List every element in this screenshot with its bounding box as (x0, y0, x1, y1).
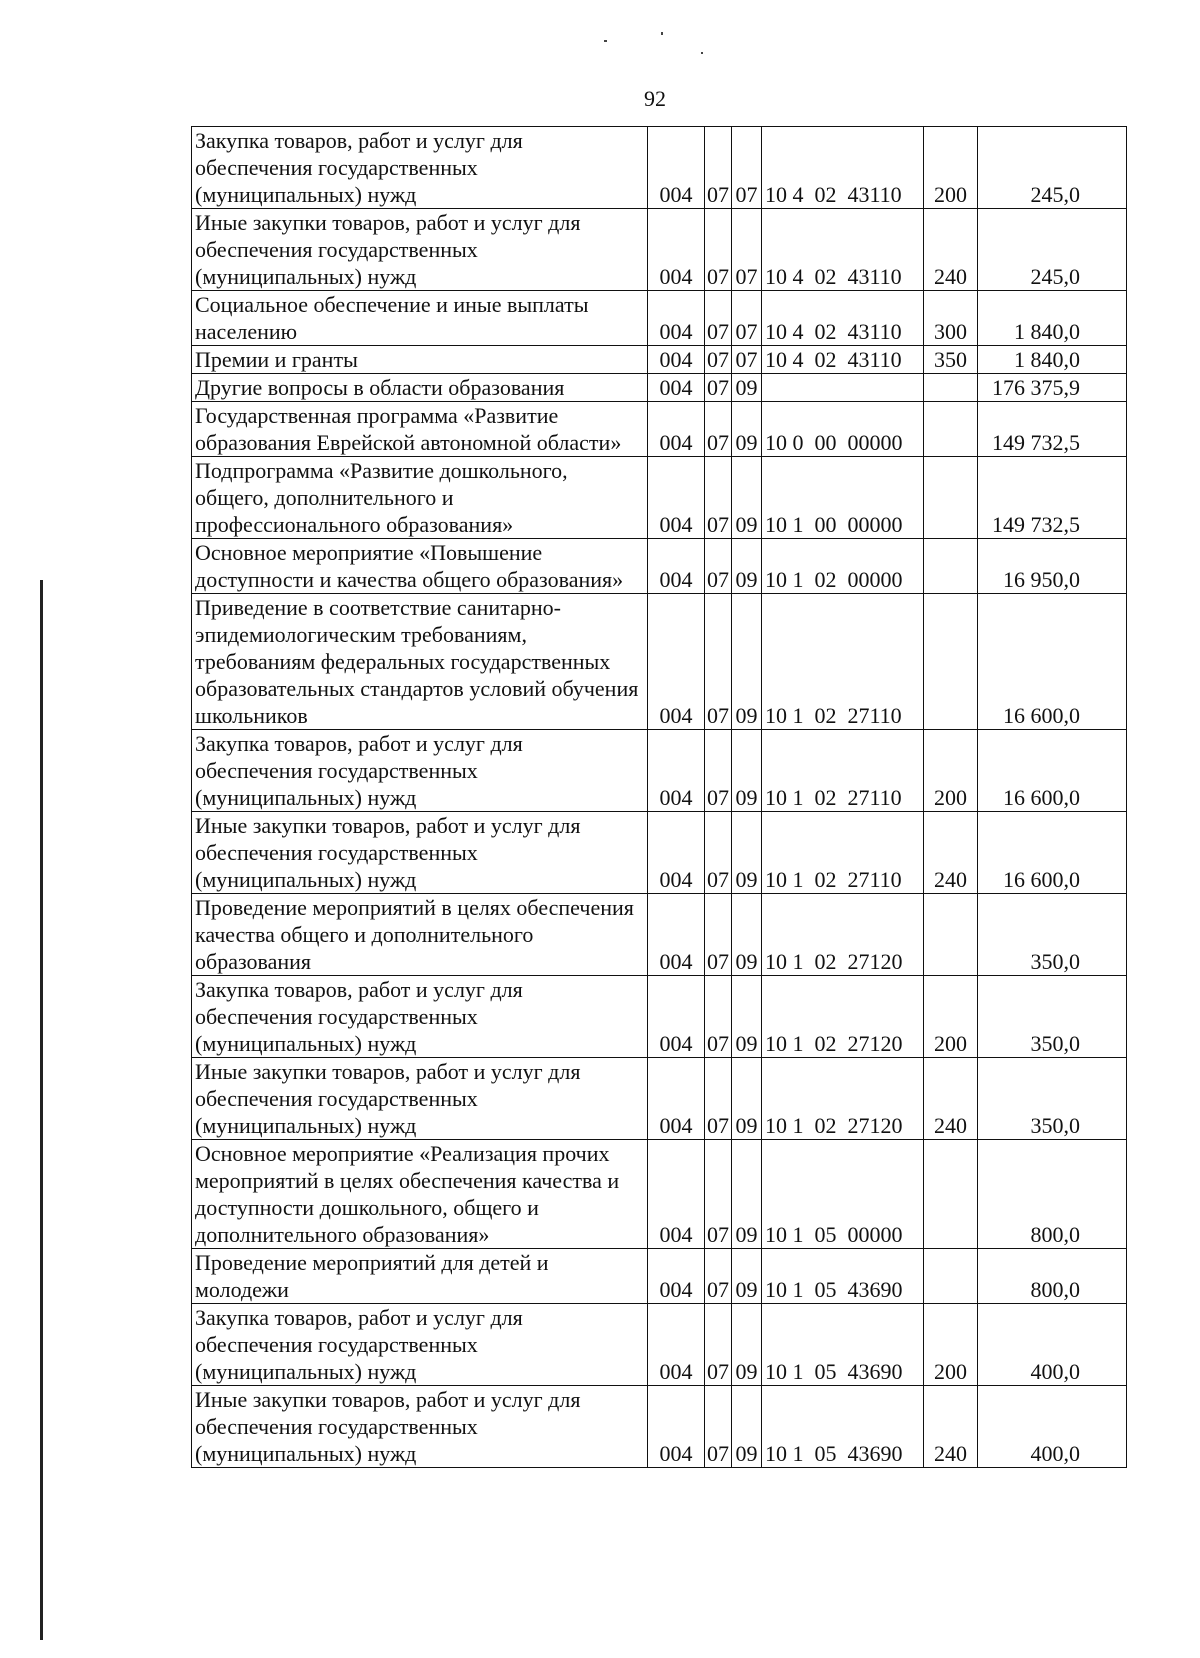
amount: 1 840,0 (978, 291, 1127, 346)
target-article (762, 374, 924, 402)
table-row (192, 1386, 1127, 1468)
target-article: 10 1 02 27120 (762, 1058, 924, 1140)
target-article: 10 1 02 27110 (762, 594, 924, 730)
target-article: 10 1 05 43690 (762, 1304, 924, 1386)
target-article: 10 1 05 00000 (762, 1140, 924, 1249)
row-name: Социальное обеспечение и иные выплаты населению (192, 291, 648, 346)
row-name: Иные закупки товаров, работ и услуг для обеспечения государственных (муниципальных) нужд (192, 1386, 648, 1468)
ministry-code: 004 (648, 730, 705, 812)
section-code: 07 (705, 1304, 732, 1386)
amount: 16 600,0 (978, 730, 1127, 812)
row-name: Проведение мероприятий для детей и молодежи (192, 1249, 648, 1304)
amount: 350,0 (978, 976, 1127, 1058)
expense-type (924, 457, 978, 539)
ministry-code: 004 (648, 894, 705, 976)
table-row (192, 812, 1127, 894)
target-article: 10 4 02 43110 (762, 291, 924, 346)
table-row (192, 1249, 1127, 1304)
ministry-code: 004 (648, 976, 705, 1058)
target-article: 10 1 00 00000 (762, 457, 924, 539)
section-code: 07 (705, 894, 732, 976)
ministry-code: 004 (648, 374, 705, 402)
amount: 16 600,0 (978, 594, 1127, 730)
section-code: 07 (705, 1386, 732, 1468)
section-code: 07 (705, 1058, 732, 1140)
amount: 400,0 (978, 1304, 1127, 1386)
amount: 1 840,0 (978, 346, 1127, 374)
target-article: 10 4 02 43110 (762, 346, 924, 374)
subsection-code: 09 (732, 457, 762, 539)
table-row (192, 976, 1127, 1058)
section-code: 07 (705, 291, 732, 346)
table-row (192, 1058, 1127, 1140)
table-row (192, 346, 1127, 374)
expense-type: 200 (924, 730, 978, 812)
amount: 350,0 (978, 894, 1127, 976)
amount: 16 950,0 (978, 539, 1127, 594)
row-name: Иные закупки товаров, работ и услуг для обеспечения государственных (муниципальных) нужд (192, 1058, 648, 1140)
scan-speck (604, 40, 607, 42)
expense-type: 350 (924, 346, 978, 374)
amount: 800,0 (978, 1249, 1127, 1304)
row-name: Проведение мероприятий в целях обеспечения качества общего и дополнительного образования (192, 894, 648, 976)
ministry-code: 004 (648, 1386, 705, 1468)
subsection-code: 09 (732, 539, 762, 594)
table-row (192, 402, 1127, 457)
subsection-code: 09 (732, 594, 762, 730)
ministry-code: 004 (648, 1249, 705, 1304)
scan-edge-line (40, 580, 43, 1640)
section-code: 07 (705, 127, 732, 209)
row-name: Основное мероприятие «Повышение доступности и качества общего образования» (192, 539, 648, 594)
subsection-code: 07 (732, 209, 762, 291)
target-article: 10 1 02 27110 (762, 812, 924, 894)
target-article: 10 4 02 43110 (762, 209, 924, 291)
subsection-code: 09 (732, 374, 762, 402)
subsection-code: 09 (732, 1386, 762, 1468)
expense-type (924, 894, 978, 976)
ministry-code: 004 (648, 812, 705, 894)
target-article: 10 1 02 00000 (762, 539, 924, 594)
section-code: 07 (705, 976, 732, 1058)
target-article: 10 1 02 27120 (762, 976, 924, 1058)
amount: 400,0 (978, 1386, 1127, 1468)
expense-type (924, 539, 978, 594)
section-code: 07 (705, 374, 732, 402)
section-code: 07 (705, 402, 732, 457)
amount: 149 732,5 (978, 457, 1127, 539)
table-row (192, 374, 1127, 402)
ministry-code: 004 (648, 402, 705, 457)
subsection-code: 07 (732, 127, 762, 209)
target-article: 10 1 02 27120 (762, 894, 924, 976)
row-name: Иные закупки товаров, работ и услуг для обеспечения государственных (муниципальных) нужд (192, 209, 648, 291)
target-article: 10 1 05 43690 (762, 1249, 924, 1304)
expense-type: 240 (924, 209, 978, 291)
ministry-code: 004 (648, 291, 705, 346)
page-number: 92 (644, 86, 666, 111)
ministry-code: 004 (648, 209, 705, 291)
expense-type: 200 (924, 1304, 978, 1386)
subsection-code: 07 (732, 291, 762, 346)
budget-table (191, 126, 1127, 1468)
row-name: Основное мероприятие «Реализация прочих мероприятий в целях обеспечения качества и доступности дошкольного, общего и дополнительного образования» (192, 1140, 648, 1249)
table-row (192, 291, 1127, 346)
expense-type (924, 374, 978, 402)
amount: 16 600,0 (978, 812, 1127, 894)
expense-type (924, 594, 978, 730)
expense-type: 300 (924, 291, 978, 346)
expense-type (924, 402, 978, 457)
table-row (192, 894, 1127, 976)
row-name: Закупка товаров, работ и услуг для обеспечения государственных (муниципальных) нужд (192, 127, 648, 209)
expense-type (924, 1140, 978, 1249)
section-code: 07 (705, 812, 732, 894)
amount: 176 375,9 (978, 374, 1127, 402)
table-row (192, 127, 1127, 209)
subsection-code: 09 (732, 812, 762, 894)
table-row (192, 1140, 1127, 1249)
row-name: Иные закупки товаров, работ и услуг для обеспечения государственных (муниципальных) нужд (192, 812, 648, 894)
row-name: Приведение в соответствие санитарно-эпидемиологическим требованиям, требованиям федеральных государственных образовательных стандартов условий обучения школьников (192, 594, 648, 730)
ministry-code: 004 (648, 457, 705, 539)
section-code: 07 (705, 594, 732, 730)
row-name: Закупка товаров, работ и услуг для обеспечения государственных (муниципальных) нужд (192, 1304, 648, 1386)
ministry-code: 004 (648, 127, 705, 209)
table-row (192, 1304, 1127, 1386)
target-article: 10 1 02 27110 (762, 730, 924, 812)
table-row (192, 209, 1127, 291)
ministry-code: 004 (648, 594, 705, 730)
ministry-code: 004 (648, 346, 705, 374)
ministry-code: 004 (648, 1304, 705, 1386)
row-name: Государственная программа «Развитие образования Еврейской автономной области» (192, 402, 648, 457)
section-code: 07 (705, 539, 732, 594)
table-row (192, 539, 1127, 594)
subsection-code: 09 (732, 1249, 762, 1304)
target-article: 10 1 05 43690 (762, 1386, 924, 1468)
row-name: Закупка товаров, работ и услуг для обеспечения государственных (муниципальных) нужд (192, 976, 648, 1058)
amount: 149 732,5 (978, 402, 1127, 457)
row-name: Подпрограмма «Развитие дошкольного, общего, дополнительного и профессионального образования» (192, 457, 648, 539)
scan-speck (661, 32, 663, 35)
subsection-code: 09 (732, 1304, 762, 1386)
expense-type: 240 (924, 1386, 978, 1468)
subsection-code: 09 (732, 1058, 762, 1140)
row-name: Премии и гранты (192, 346, 648, 374)
amount: 245,0 (978, 209, 1127, 291)
table-row (192, 594, 1127, 730)
expense-type: 200 (924, 127, 978, 209)
section-code: 07 (705, 1249, 732, 1304)
target-article: 10 0 00 00000 (762, 402, 924, 457)
section-code: 07 (705, 457, 732, 539)
section-code: 07 (705, 730, 732, 812)
subsection-code: 09 (732, 402, 762, 457)
row-name: Закупка товаров, работ и услуг для обеспечения государственных (муниципальных) нужд (192, 730, 648, 812)
target-article: 10 4 02 43110 (762, 127, 924, 209)
ministry-code: 004 (648, 1058, 705, 1140)
section-code: 07 (705, 346, 732, 374)
amount: 245,0 (978, 127, 1127, 209)
scan-speck (701, 52, 703, 54)
table-row (192, 730, 1127, 812)
expense-type: 240 (924, 1058, 978, 1140)
amount: 800,0 (978, 1140, 1127, 1249)
expense-type (924, 1249, 978, 1304)
row-name: Другие вопросы в области образования (192, 374, 648, 402)
subsection-code: 09 (732, 894, 762, 976)
amount: 350,0 (978, 1058, 1127, 1140)
subsection-code: 09 (732, 1140, 762, 1249)
section-code: 07 (705, 1140, 732, 1249)
ministry-code: 004 (648, 1140, 705, 1249)
table-row (192, 457, 1127, 539)
ministry-code: 004 (648, 539, 705, 594)
section-code: 07 (705, 209, 732, 291)
expense-type: 240 (924, 812, 978, 894)
subsection-code: 07 (732, 346, 762, 374)
subsection-code: 09 (732, 730, 762, 812)
subsection-code: 09 (732, 976, 762, 1058)
expense-type: 200 (924, 976, 978, 1058)
